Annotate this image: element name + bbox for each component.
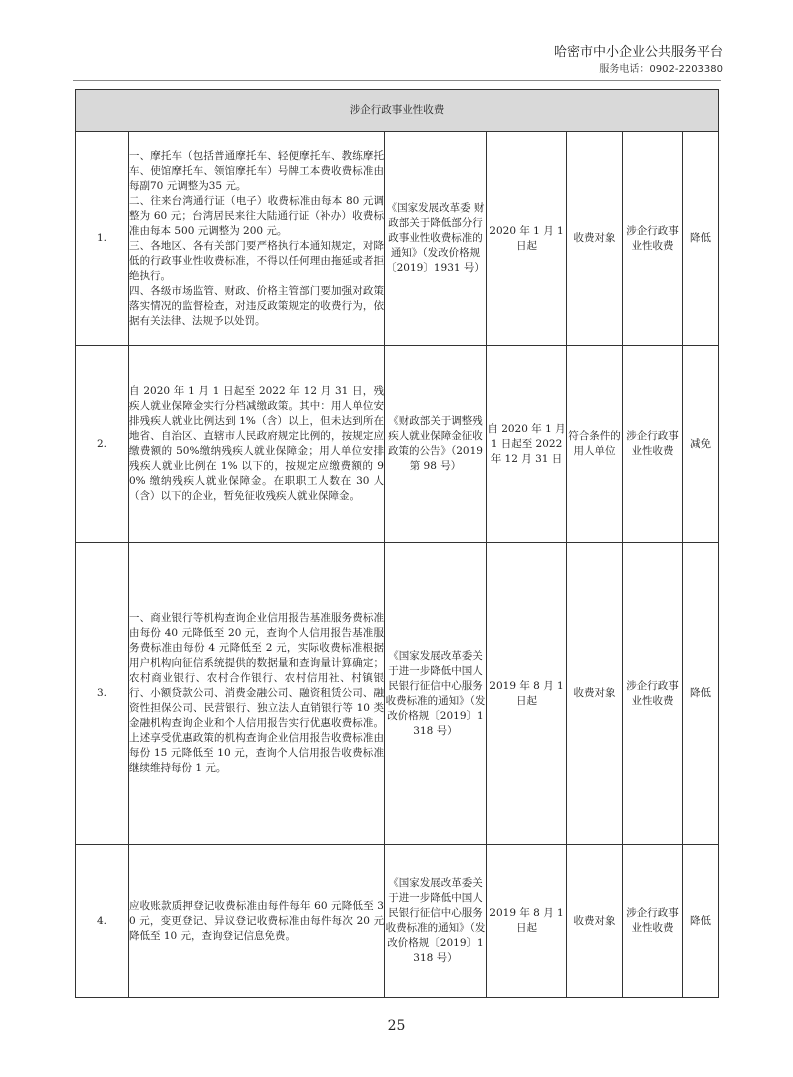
fee-object: 符合条件的用人单位 <box>567 346 623 543</box>
row-number: 3. <box>76 543 129 845</box>
row-number: 1. <box>76 132 129 346</box>
effective-date: 自 2020 年 1 月 1 日起至 2022 年 12 月 31 日 <box>487 346 567 543</box>
policy-basis: 《国家发展改革委 财政部关于降低部分行政事业性收费标准的通知》（发改价格规〔2019〕1931 号） <box>385 132 487 346</box>
fee-table <box>75 89 719 998</box>
policy-basis: 《财政部关于调整残疾人就业保障金征收政策的公告》（2019 第 98 号） <box>385 346 487 543</box>
fee-action: 降低 <box>683 845 719 998</box>
header-divider <box>73 80 721 81</box>
fee-object: 收费对象 <box>567 543 623 845</box>
policy-content: 一、摩托车（包括普通摩托车、轻便摩托车、教练摩托车、使馆摩托车、领馆摩托车）号牌工本费收费标准由每副70 元调整为35 元。 二、往来台湾通行证（电子）收费标准由每本 80 元调整为 60 元；台湾居民来往大陆通行证（补办）收费标准由每本 500 元调整为 200 元。 三、各地区、各有关部门要严格执行本通知规定，对降低的行政事业性收费标准，不得以任何理由拖延或者拒绝执行。 四、各级市场监管、财政、价格主管部门要加强对政策落实情况的监督检查，对违反政策规定的收费行为，依据有关法律、法规予以处罚。 <box>129 132 385 346</box>
page-number: 25 <box>387 1018 406 1034</box>
effective-date: 2020 年 1 月 1 日起 <box>487 132 567 346</box>
table-row <box>76 346 719 543</box>
fee-action: 降低 <box>683 132 719 346</box>
policy-content: 一、商业银行等机构查询企业信用报告基准服务费标准由每份 40 元降低至 20 元，查询个人信用报告基准服务费标准由每份 4 元降低至 2 元，实际收费标准根据用户机构向征信系统提供的数据量和查询量计算确定；农村商业银行、农村合作银行、农村信用社、村镇银行、小额贷款公司、消费金融公司、融资租赁公司、融资性担保公司、民营银行、独立法人直销银行等 10 类金融机构查询企业和个人信用报告实行优惠收费标准。上述享受优惠政策的机构查询企业信用报告收费标准由每份 15 元降低至 10 元，查询个人信用报告收费标准继续维持每份 1 元。 <box>129 543 385 845</box>
policy-content: 自 2020 年 1 月 1 日起至 2022 年 12 月 31 日，残疾人就业保障金实行分档减缴政策。其中：用人单位安排残疾人就业比例达到 1%（含）以上，但未达到所在地省、自治区、直辖市人民政府规定比例的，按规定应缴费额的 50%缴纳残疾人就业保障金；用人单位安排残疾人就业比例在 1% 以下的，按规定应缴费额的 90% 缴纳残疾人就业保障金。在职职工人数在 30 人（含）以下的企业，暂免征收残疾人就业保障金。 <box>129 346 385 543</box>
service-phone: 服务电话：0902-2203380 <box>599 64 723 75</box>
table-row <box>76 132 719 346</box>
effective-date: 2019 年 8 月 1 日起 <box>487 845 567 998</box>
fee-category: 涉企行政事业性收费 <box>623 845 683 998</box>
fee-category: 涉企行政事业性收费 <box>623 132 683 346</box>
table-row <box>76 543 719 845</box>
fee-action: 减免 <box>683 346 719 543</box>
fee-action: 降低 <box>683 543 719 845</box>
platform-title: 哈密市中小企业公共服务平台 <box>553 45 723 60</box>
policy-content: 应收账款质押登记收费标准由每件每年 60 元降低至 30 元，变更登记、异议登记收费标准由每件每次 20 元降低至 10 元，查询登记信息免费。 <box>129 845 385 998</box>
fee-category: 涉企行政事业性收费 <box>623 543 683 845</box>
table-banner-title: 涉企行政事业性收费 <box>76 90 719 132</box>
row-number: 2. <box>76 346 129 543</box>
fee-object: 收费对象 <box>567 132 623 346</box>
policy-basis: 《国家发展改革委关于进一步降低中国人民银行征信中心服务收费标准的通知》（发改价格规〔2019〕1318 号） <box>385 543 487 845</box>
table-row <box>76 845 719 998</box>
fee-category: 涉企行政事业性收费 <box>623 346 683 543</box>
policy-basis: 《国家发展改革委关于进一步降低中国人民银行征信中心服务收费标准的通知》（发改价格规〔2019〕1318 号） <box>385 845 487 998</box>
fee-object: 收费对象 <box>567 845 623 998</box>
row-number: 4. <box>76 845 129 998</box>
effective-date: 2019 年 8 月 1 日起 <box>487 543 567 845</box>
